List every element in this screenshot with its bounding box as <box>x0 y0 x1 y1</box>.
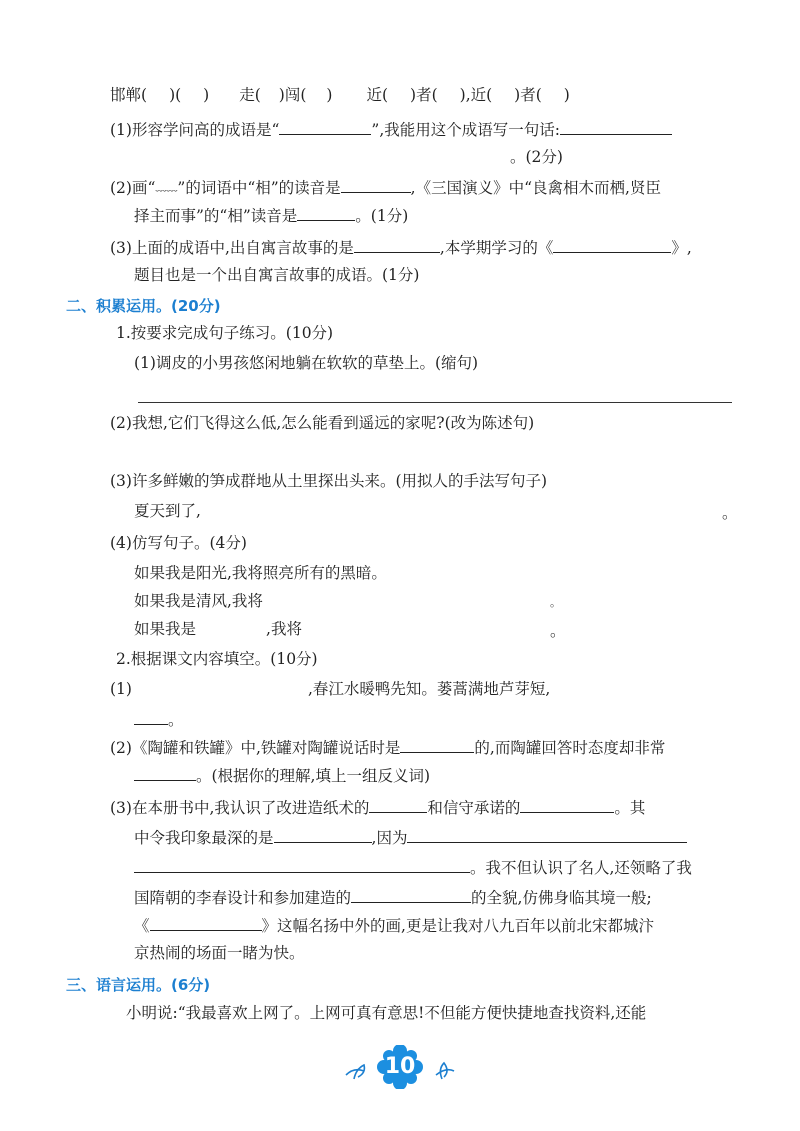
imitate-sentence-2 <box>134 618 302 640</box>
question-text: (2)《陶罐和铁罐》中,铁罐对陶罐说话时是 <box>110 739 401 757</box>
model-sentence: 如果我是阳光,我将照亮所有的黑暗。 <box>134 564 387 582</box>
fill-3-line-3 <box>134 856 692 879</box>
question-text: 。(1分) <box>355 207 409 225</box>
answer-blank[interactable] <box>351 886 471 903</box>
question-text: ”的词语中“相”的读音是 <box>177 179 341 197</box>
fill-1 <box>110 678 550 700</box>
idiom-text: 邯郸( <box>110 86 148 104</box>
question-3-line-2 <box>134 264 419 286</box>
fill-2 <box>110 736 665 759</box>
question-text: ”,我能用这个成语写一句话: <box>371 121 560 139</box>
fill-1-line-2 <box>134 708 184 731</box>
answer-blank[interactable] <box>341 176 411 193</box>
question-text: ,因为 <box>371 829 408 847</box>
sentence-1: (1)调皮的小男孩悠闲地躺在软软的草垫上。(缩句) <box>134 354 479 372</box>
imitate-sentence-2-end: 。 <box>550 622 566 640</box>
fill-3-line-2 <box>134 826 687 849</box>
question-2-line <box>110 176 661 199</box>
question-text: 》, <box>671 239 692 257</box>
fill-2-line-2 <box>134 764 430 787</box>
answer-blank[interactable] <box>274 826 372 843</box>
question-text: 题目也是一个出自寓言故事的成语。(1分) <box>134 266 420 284</box>
score-text: 。(2分) <box>510 148 563 166</box>
idiom-text: 近( <box>366 86 389 104</box>
fill-3-line-4 <box>134 886 652 909</box>
answer-blank[interactable] <box>150 914 262 931</box>
question-text: 。我不但认识了名人,还领略了我 <box>470 859 692 877</box>
section-3-heading: 三、语言运用。(6分) <box>66 976 211 994</box>
question-text: 。(根据你的理解,填上一组反义词) <box>196 767 431 785</box>
idiom-text: ) <box>563 86 570 104</box>
answer-blank[interactable] <box>400 736 474 753</box>
prompt-text: 夏天到了, <box>134 502 201 520</box>
idiom-row <box>110 84 570 106</box>
question-text: (1) <box>110 680 132 698</box>
question-text: (2)画“ <box>110 179 156 197</box>
question-text: ,《三国演义》中“良禽相木而栖,贤臣 <box>410 179 661 197</box>
sentence-3: (3)许多鲜嫩的笋成群地从土里探出头来。(用拟人的手法写句子) <box>110 472 548 490</box>
sentence-4: (4)仿写句子。(4分) <box>110 534 247 552</box>
imitate-sentence-1: 如果我是清风,我将 <box>134 592 263 610</box>
sentence-3-answer <box>134 500 201 522</box>
answer-blank[interactable] <box>134 764 196 781</box>
question-text: 《 <box>134 917 150 935</box>
idiom-text: )闯( <box>278 86 307 104</box>
item-1-title: 1.按要求完成句子练习。(10分) <box>116 324 334 342</box>
page-number: 10 <box>384 1054 416 1079</box>
idiom-text: 走( <box>239 86 261 104</box>
idiom-text: )者( <box>514 86 542 104</box>
answer-blank[interactable] <box>354 236 440 253</box>
question-text: 的全貌,仿佛身临其境一般; <box>471 889 652 907</box>
idiom-text: )( <box>169 86 182 104</box>
answer-blank[interactable] <box>520 796 614 813</box>
question-1-line <box>110 118 672 141</box>
answer-blank[interactable] <box>560 118 672 135</box>
sprout-right-icon <box>436 1063 454 1079</box>
idiom-text: ) <box>326 86 333 104</box>
question-2-line-2 <box>134 204 408 227</box>
fill-3-line-5 <box>134 914 654 937</box>
question-text: 国隋朝的李春设计和参加建造的 <box>134 889 352 907</box>
answer-blank[interactable] <box>369 796 427 813</box>
question-text: (3)上面的成语中,出自寓言故事的是 <box>110 239 354 257</box>
sentence-3-end: 。 <box>722 504 738 522</box>
idiom-text: )者( <box>410 86 438 104</box>
question-text: (1)形容学问高的成语是“ <box>110 121 280 139</box>
question-text: 。其 <box>614 799 646 817</box>
answer-blank[interactable] <box>134 856 470 873</box>
answer-blank[interactable] <box>407 826 687 843</box>
wavy-underline-mark: ﹏﹏ <box>155 180 178 193</box>
section-2-heading: 二、积累运用。(20分) <box>66 297 221 315</box>
question-text: 择主而事”的“相”读音是 <box>134 207 298 225</box>
fill-3 <box>110 796 645 819</box>
question-text: 和信守承诺的 <box>427 799 521 817</box>
question-text: ,春江水暖鸭先知。蒌蒿满地芦芽短, <box>307 680 551 698</box>
answer-blank[interactable] <box>134 708 168 725</box>
question-3-line <box>110 236 692 259</box>
sprout-left-icon <box>346 1065 364 1079</box>
sentence-2: (2)我想,它们飞得这么低,怎么能看到遥远的家呢?(改为陈述句) <box>110 414 535 432</box>
section-3-paragraph: 小明说:“我最喜欢上网了。上网可真有意思!不但能方便快捷地查找资料,还能 <box>126 1004 647 1022</box>
answer-blank[interactable] <box>553 236 671 253</box>
question-1-score <box>510 146 563 168</box>
question-text: 。 <box>168 711 184 729</box>
answer-line[interactable] <box>138 402 732 403</box>
fill-3-line-6: 京热闹的场面一睹为快。 <box>134 944 305 962</box>
answer-blank[interactable] <box>279 118 371 135</box>
idiom-text: ),近( <box>459 86 493 104</box>
prompt-text: 如果我是 <box>134 620 197 638</box>
question-text: 》这幅名扬中外的画,更是让我对八九百年以前北宋都城汴 <box>261 917 654 935</box>
prompt-text: ,我将 <box>266 620 302 638</box>
item-2-title: 2.根据课文内容填空。(10分) <box>116 650 318 668</box>
question-text: (3)在本册书中,我认识了改进造纸术的 <box>110 799 370 817</box>
imitate-sentence-1-end: 。 <box>550 596 561 609</box>
answer-blank[interactable] <box>297 204 355 221</box>
question-text: 的,而陶罐回答时态度却非常 <box>474 739 666 757</box>
idiom-text: ) <box>203 86 210 104</box>
question-text: ,本学期学习的《 <box>439 239 554 257</box>
question-text: 中令我印象最深的是 <box>134 829 274 847</box>
